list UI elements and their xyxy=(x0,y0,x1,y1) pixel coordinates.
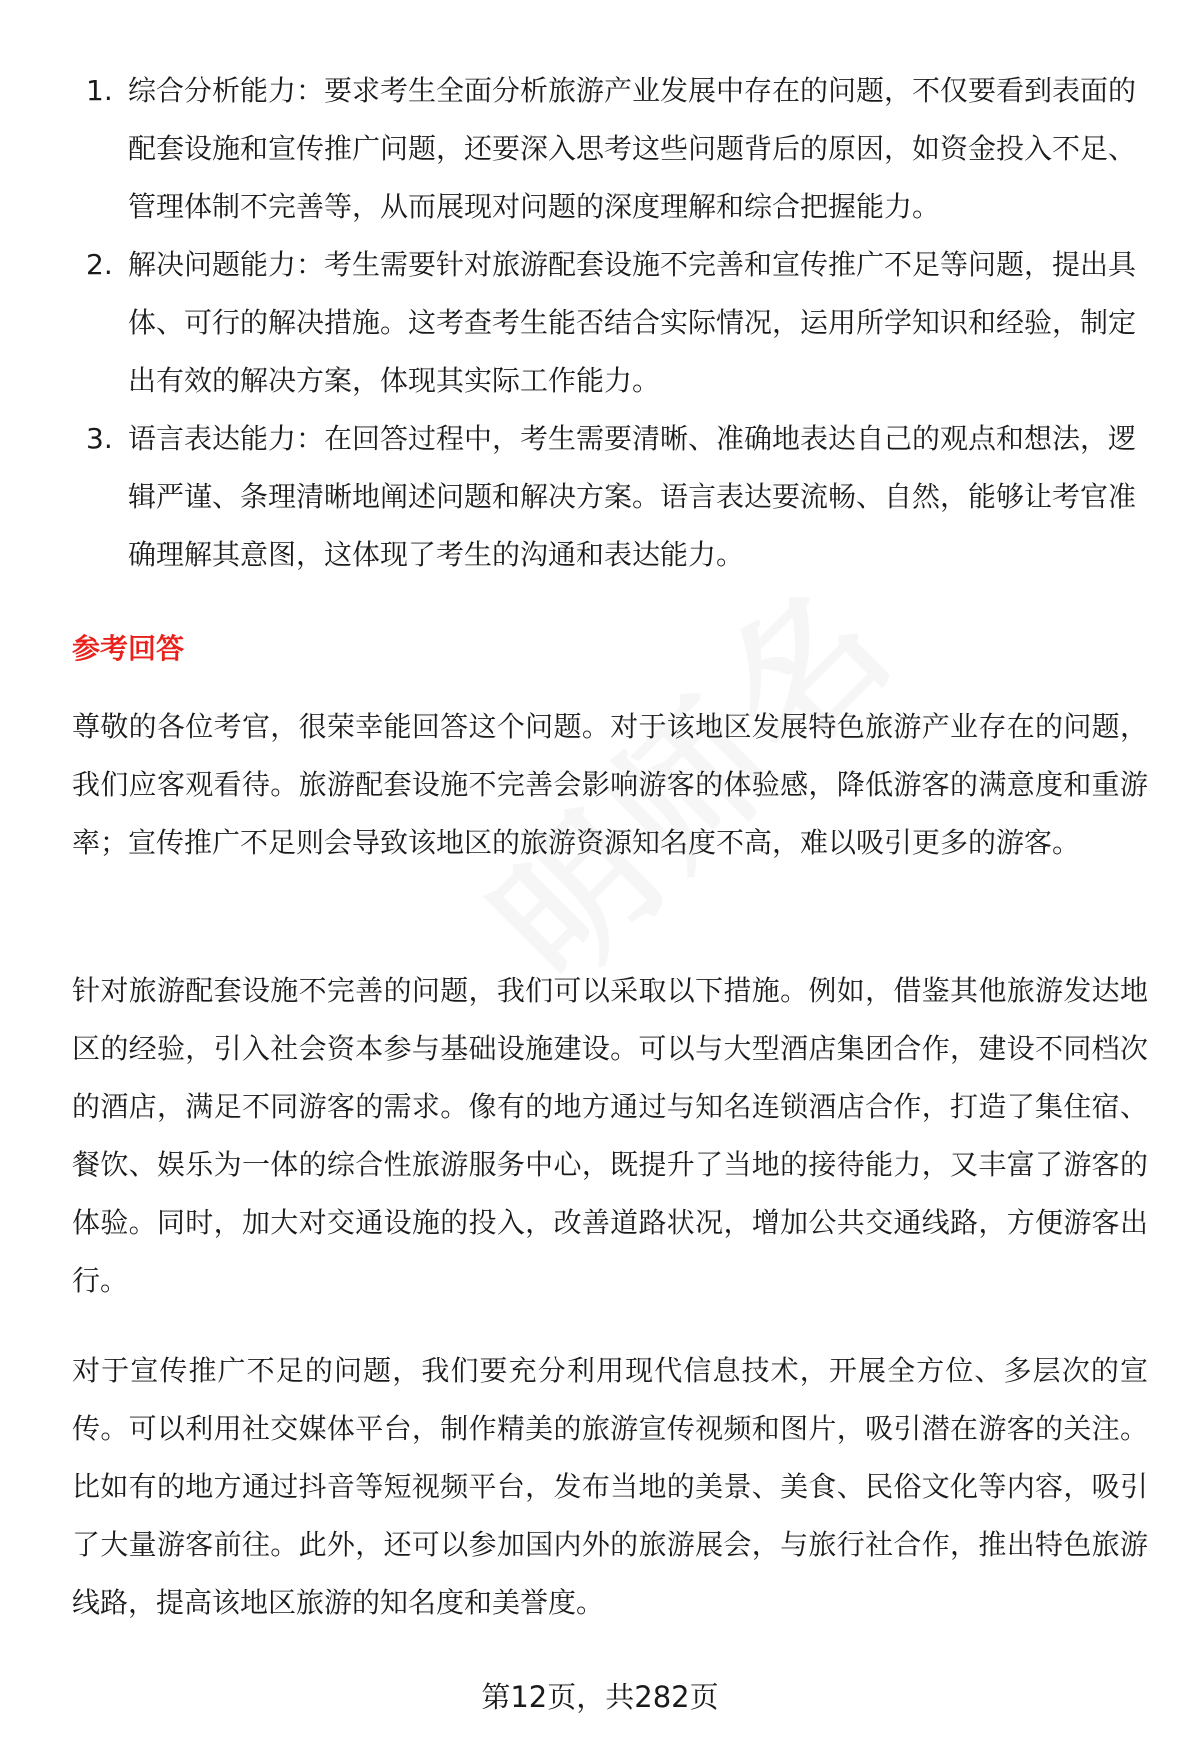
criteria-item xyxy=(72,410,1152,584)
answer-paragraph: 对于宣传推广不足的问题，我们要充分利用现代信息技术，开展全方位、多层次的宣传。可以利用社交媒体平台，制作精美的旅游宣传视频和图片，吸引潜在游客的关注。比如有的地方通过抖音等短视频平台，发布当地的美景、美食、民俗文化等内容，吸引了大量游客前往。此外，还可以参加国内外的旅游展会，与旅行社合作，推出特色旅游线路，提高该地区旅游的知名度和美誉度。 xyxy=(72,1354,1148,1619)
answer-paragraph: 尊敬的各位考官，很荣幸能回答这个问题。对于该地区发展特色旅游产业存在的问题，我们应客观看待。旅游配套设施不完善会影响游客的体验感，降低游客的满意度和重游率；宣传推广不足则会导致该地区的旅游资源知名度不高，难以吸引更多的游客。 xyxy=(72,710,1148,859)
answer-paragraph: 针对旅游配套设施不完善的问题，我们可以采取以下措施。例如，借鉴其他旅游发达地区的经验，引入社会资本参与基础设施建设。可以与大型酒店集团合作，建设不同档次的酒店，满足不同游客的需求。像有的地方通过与知名连锁酒店合作，打造了集住宿、餐饮、娱乐为一体的综合性旅游服务中心，既提升了当地的接待能力，又丰富了游客的体验。同时，加大对交通设施的投入，改善道路状况，增加公共交通线路，方便游客出行。 xyxy=(72,974,1148,1297)
criteria-text: 综合分析能力：要求考生全面分析旅游产业发展中存在的问题，不仅要看到表面的配套设施和宣传推广问题，还要深入思考这些问题背后的原因，如资金投入不足、管理体制不完善等，从而展现对问题的深度理解和综合把握能力。 xyxy=(128,74,1137,223)
criteria-number: 1. xyxy=(86,74,113,107)
page-footer: 第12页，共282页 xyxy=(481,1680,719,1714)
criteria-number: 2. xyxy=(86,248,113,281)
criteria-item xyxy=(72,236,1152,410)
criteria-text: 语言表达能力：在回答过程中，考生需要清晰、准确地表达自己的观点和想法，逻辑严谨、条理清晰地阐述问题和解决方案。语言表达要流畅、自然，能够让考官准确理解其意图，这体现了考生的沟通和表达能力。 xyxy=(128,422,1137,571)
criteria-item xyxy=(72,62,1152,236)
criteria-text: 解决问题能力：考生需要针对旅游配套设施不完善和宣传推广不足等问题，提出具体、可行的解决措施。这考查考生能否结合实际情况，运用所学知识和经验，制定出有效的解决方案，体现其实际工作能力。 xyxy=(128,248,1137,397)
criteria-number: 3. xyxy=(86,422,113,455)
criteria-list xyxy=(72,62,1152,584)
section-title: 参考回答 xyxy=(72,632,185,665)
